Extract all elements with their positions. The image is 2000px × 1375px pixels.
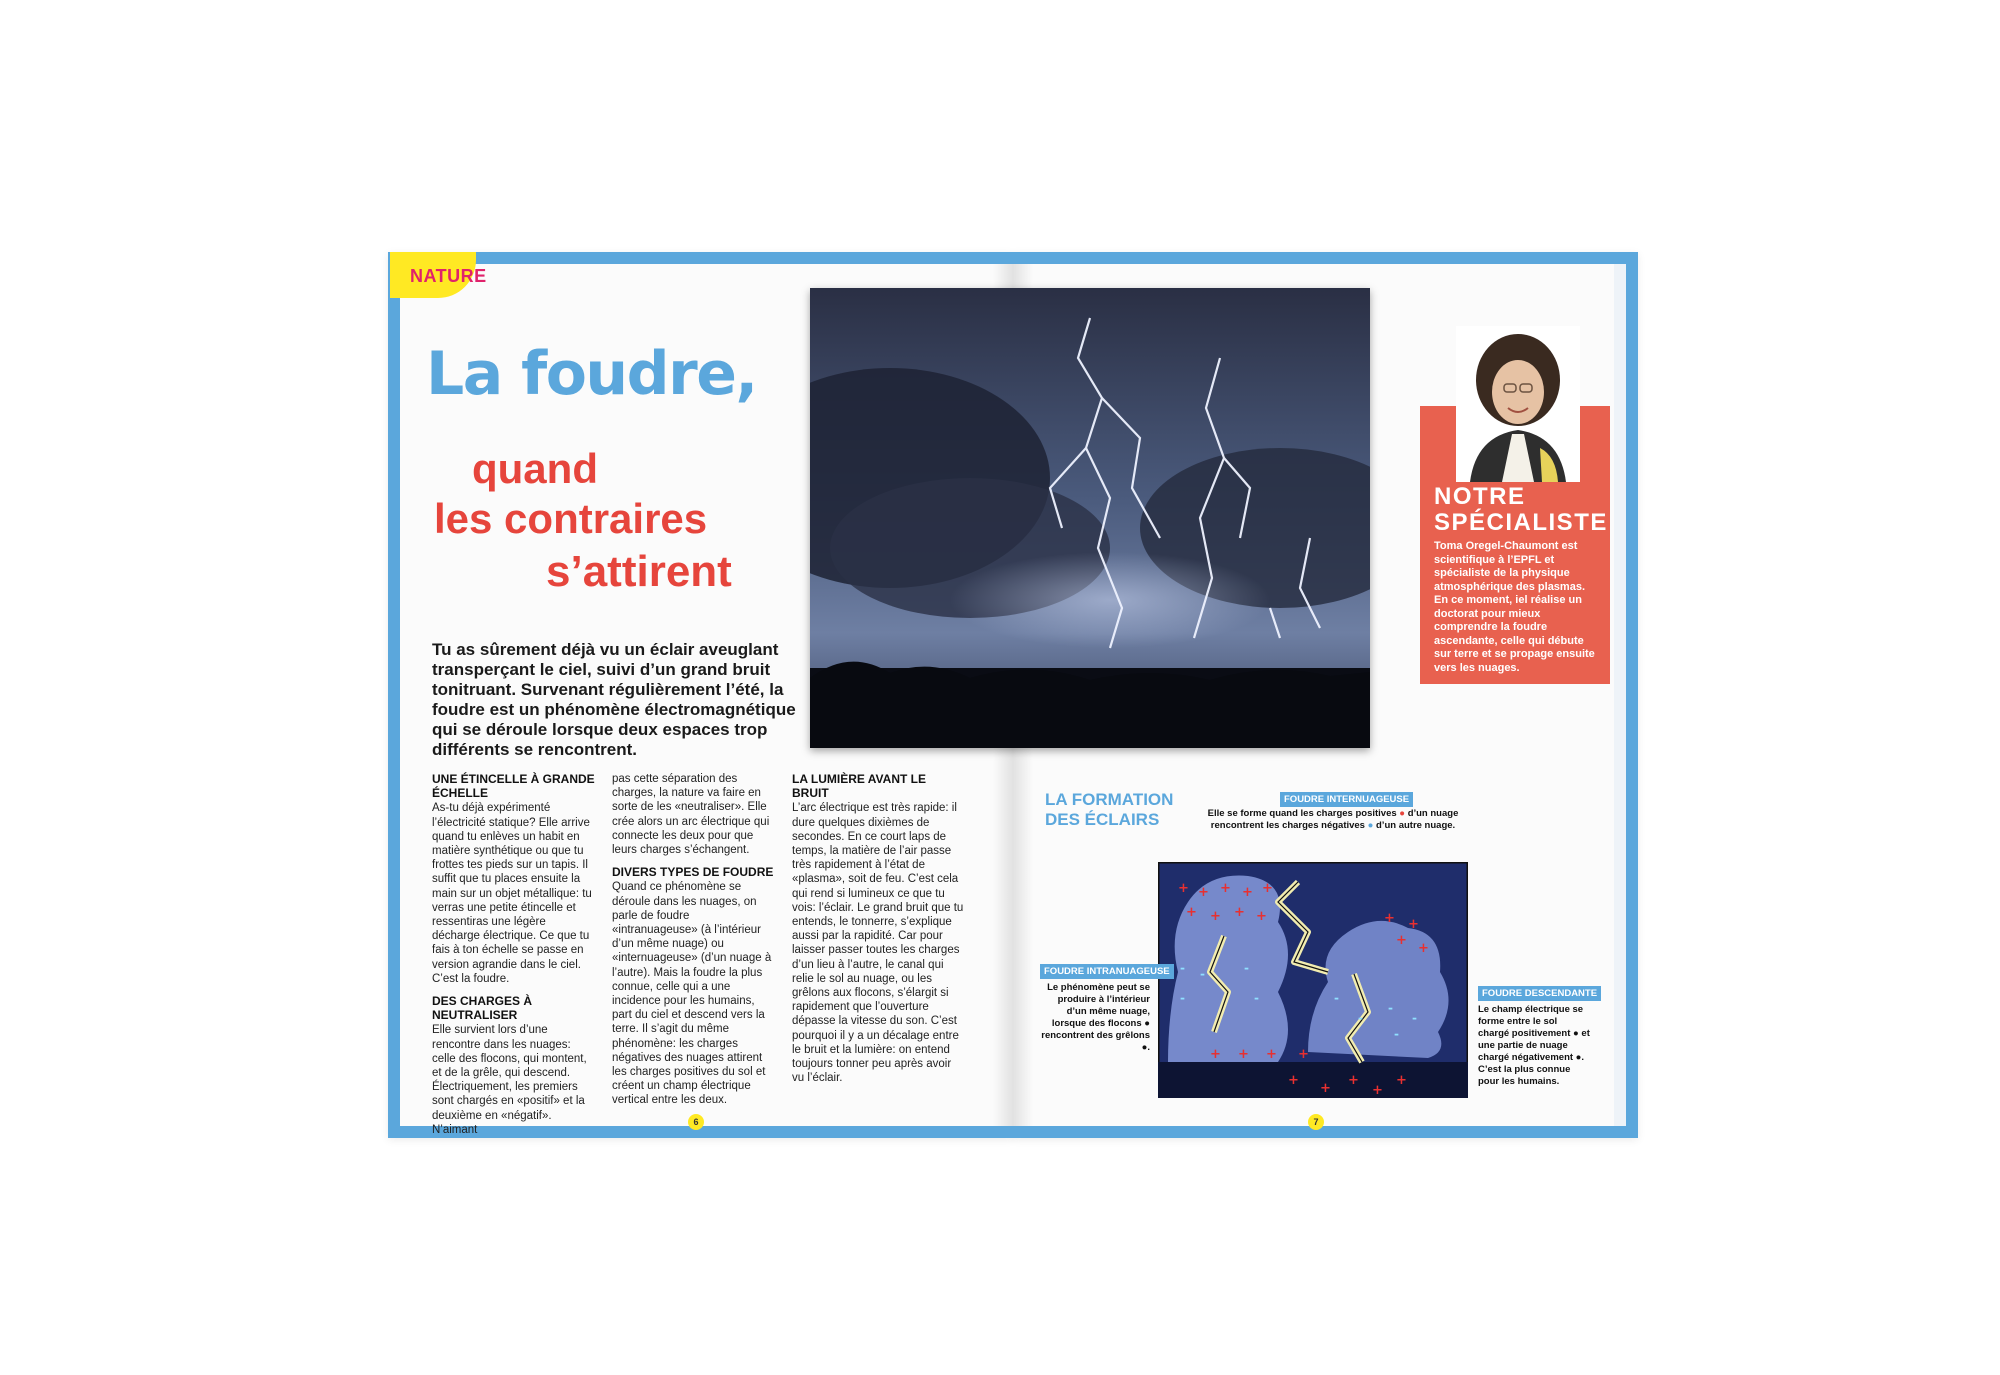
section-tag-label: NATURE: [410, 266, 487, 286]
lightning-diagram-illustration: [1158, 862, 1468, 1098]
svg-text:+: +: [1266, 1047, 1277, 1062]
specialist-bio: Toma Oregel-Chaumont est scientifique à l’EPFL et spécialiste de la physique atmosphérique des plasmas. En ce moment, iel réalise un doctorat pour mieux comprendre la foudre ascendante, celle qui débute sur terre et se propage ensuite vers les nuages.: [1434, 540, 1595, 674]
svg-text:+: +: [1220, 881, 1231, 896]
svg-text:-: -: [1412, 1011, 1417, 1025]
magazine-spread: [388, 252, 1638, 1138]
lightning-diagram: [1158, 862, 1468, 1098]
svg-text:+: +: [1320, 1081, 1331, 1096]
svg-text:-: -: [1180, 961, 1185, 975]
label-descendante: FOUDRE DESCENDANTE: [1478, 986, 1601, 1001]
negative-charge-icon: ●: [1367, 820, 1374, 831]
specialist-card: [1420, 326, 1610, 684]
svg-text:+: +: [1348, 1073, 1359, 1088]
svg-text:+: +: [1198, 885, 1209, 900]
svg-text:-: -: [1244, 961, 1249, 975]
page-number-right: 7: [1308, 1114, 1324, 1130]
svg-text:+: +: [1372, 1083, 1383, 1098]
formation-heading-line-1: LA FORMATION: [1045, 790, 1174, 809]
svg-text:+: +: [1298, 1047, 1309, 1062]
specialist-portrait: [1456, 326, 1580, 482]
svg-text:-: -: [1254, 991, 1259, 1005]
internuageuse-text-part-1: Elle se forme quand les charges positives: [1207, 808, 1397, 819]
svg-text:-: -: [1180, 991, 1185, 1005]
svg-text:+: +: [1408, 917, 1419, 932]
heading-charges: DES CHARGES À NEUTRALISER: [432, 994, 533, 1023]
paragraph-charges: Elle survient lors d’une rencontre dans les nuages: celle des flocons, qui montent, et de la grêle, qui descend. Électriquement, les premiers sont chargés en «positif» et la deuxième en «négatif». N’aimant: [432, 1024, 587, 1136]
label-intranuageuse-text: Le phénomène peut se produire à l’intérieur d’un même nuage, lorsque des flocons ● rencontrent des grêlons ●.: [1041, 982, 1150, 1053]
column-1: [432, 772, 596, 1145]
label-internuageuse-text: [1198, 808, 1468, 832]
svg-text:+: +: [1262, 881, 1273, 896]
paragraph-divers-types: Quand ce phénomène se déroule dans les nuages, on parle de foudre «intranuageuse» (à l’intérieur d’un même nuage) ou «internuageuse» (d’un nuage à l’autre). Mais la foudre la plus connue, celle qui a une incidence pour les humains, part du ciel et descend vers la terre. Il s’agit du même phénomène: les charges négatives des nuages attirent les charges positives du sol et créent un champ électrique vertical entre les deux.: [612, 881, 772, 1107]
specialist-title-line-2: SPÉCIALISTE: [1434, 509, 1608, 536]
heading-etincelle: UNE ÉTINCELLE À GRANDE ÉCHELLE: [432, 772, 595, 801]
paragraph-separation: pas cette séparation des charges, la nature va faire en sorte de les «neutraliser». Elle crée alors un arc électrique qui connecte les deux pour que leurs charges s’échangent.: [612, 773, 770, 857]
svg-text:-: -: [1200, 967, 1205, 981]
page-number-left: 6: [688, 1114, 704, 1130]
svg-text:+: +: [1186, 905, 1197, 920]
title-line-4: s’attirent: [546, 547, 732, 596]
title-line-1: La foudre,: [426, 339, 757, 409]
svg-text:+: +: [1396, 933, 1407, 948]
internuageuse-text-part-3: d’un autre nuage.: [1376, 820, 1456, 831]
title-line-2: quand: [472, 445, 598, 492]
column-2: [612, 772, 776, 1116]
svg-text:+: +: [1178, 881, 1189, 896]
svg-text:+: +: [1396, 1073, 1407, 1088]
intro-paragraph: Tu as sûrement déjà vu un éclair aveuglant transperçant le ciel, suivi d’un grand bruit tonitruant. Survenant régulièrement l’été, la foudre est un phénomène électromagnétique qui se déroule lorsque deux espaces trop différents se rencontrent.: [432, 640, 796, 759]
svg-text:-: -: [1358, 1011, 1363, 1025]
svg-text:-: -: [1334, 991, 1339, 1005]
formation-heading-line-2: DES ÉCLAIRS: [1045, 810, 1160, 829]
label-internuageuse: FOUDRE INTERNUAGEUSE: [1280, 792, 1413, 807]
heading-lumiere: LA LUMIÈRE AVANT LE BRUIT: [792, 772, 926, 801]
specialist-title-line-1: NOTRE: [1434, 483, 1526, 510]
column-3: [792, 772, 964, 1093]
positive-charge-icon: ●: [1399, 808, 1406, 819]
svg-text:+: +: [1234, 905, 1245, 920]
heading-divers-types: DIVERS TYPES DE FOUDRE: [612, 865, 774, 880]
svg-text:+: +: [1288, 1073, 1299, 1088]
svg-text:+: +: [1418, 941, 1429, 956]
formation-heading: [1045, 790, 1173, 830]
label-intranuageuse: FOUDRE INTRANUAGEUSE: [1040, 964, 1174, 979]
lightning-photo: [810, 288, 1370, 748]
specialist-portrait-image: [1456, 326, 1580, 482]
lightning-photo-image: [810, 288, 1370, 748]
paragraph-lumiere: L’arc électrique est très rapide: il dure quelques dixièmes de secondes. En ce court laps de temps, la matière de l’air passe très rapidement à l’état de «plasma», soit de feu. C’est cela qui rend si lumineux ce que tu vois: l’éclair. Le grand bruit que tu entends, le tonnerre, s’explique aussi par la rapidité. Car pour laisser passer toutes les charges d’un lieu à l’autre, le canal qui relie le sol au nuage, ou les grêlons aux flocons, s’élargit si rapidement que l’ouverture dépasse la vitesse du son. C’est pourquoi il y a un décalage entre le bruit et la lumière: on entend toujours tonner peu après avoir vu l’éclair.: [792, 802, 964, 1085]
svg-text:-: -: [1388, 1001, 1393, 1015]
svg-text:+: +: [1238, 1047, 1249, 1062]
svg-text:+: +: [1210, 1047, 1221, 1062]
svg-text:+: +: [1256, 909, 1267, 924]
specialist-title: [1434, 484, 1608, 536]
svg-text:+: +: [1242, 885, 1253, 900]
title-line-3: les contraires: [434, 495, 708, 542]
svg-text:+: +: [1210, 909, 1221, 924]
internuageuse-text-part-2: d’un nuage rencontrent les charges négatives: [1210, 808, 1459, 831]
svg-text:-: -: [1394, 1027, 1399, 1041]
svg-text:+: +: [1384, 911, 1395, 926]
paragraph-etincelle: As-tu déjà expérimenté l’électricité statique? Elle arrive quand tu enlèves un habit en matière synthétique ou que tu frottes tes pieds sur un tapis. Il suffit que tu places ensuite la main sur un objet métallique: tu verras une petite étincelle et ressentiras une légère décharge électrique. Ce que tu fais à ton échelle se passe en version agrandie dans le ciel. C’est la foudre.: [432, 802, 592, 985]
label-descendante-text: Le champ électrique se forme entre le sol chargé positivement ● et une partie de nuage chargé négativement ●. C’est la plus connue pour les humains.: [1478, 1004, 1590, 1087]
